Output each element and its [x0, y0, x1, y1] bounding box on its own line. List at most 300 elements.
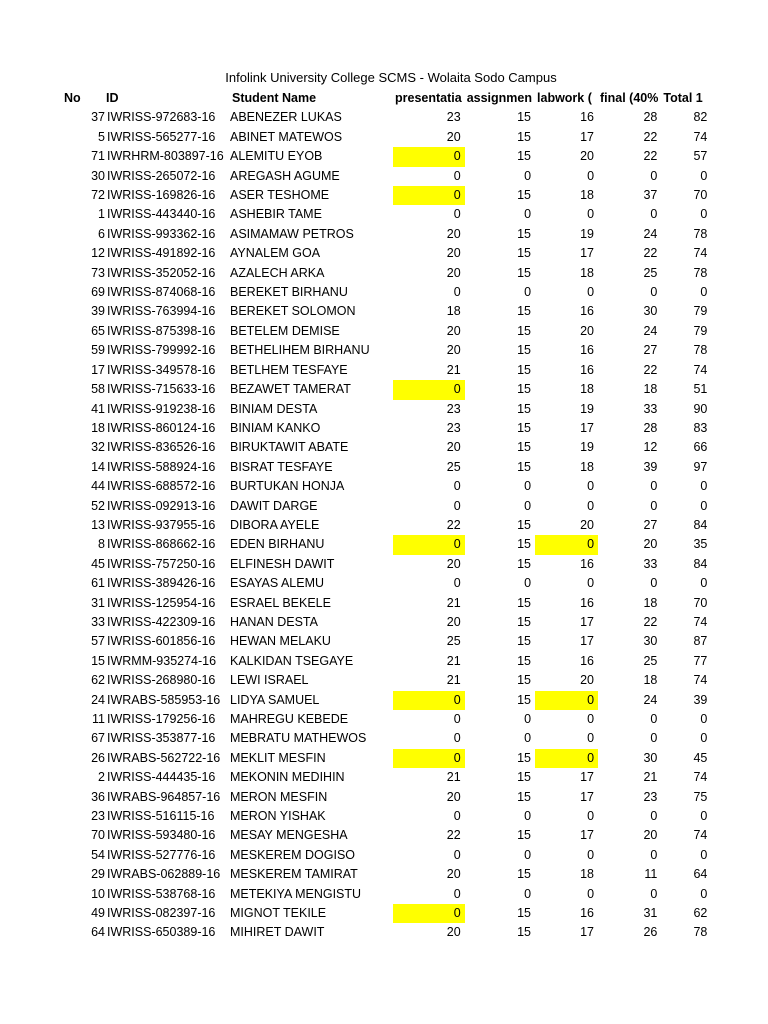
- cell-student-name[interactable]: ALEMITU EYOB: [230, 149, 323, 164]
- cell-assignment[interactable]: 15: [517, 343, 532, 358]
- cell-total[interactable]: 90: [693, 401, 708, 416]
- cell-assignment[interactable]: 15: [517, 653, 532, 668]
- cell-total[interactable]: 0: [700, 809, 708, 824]
- cell-student-id[interactable]: IWRISS-179256-16: [107, 712, 216, 726]
- cell-student-name[interactable]: AZALECH ARKA: [230, 265, 325, 280]
- cell-presentation[interactable]: 21: [446, 653, 461, 668]
- cell-presentation[interactable]: 20: [446, 265, 461, 280]
- cell-total[interactable]: 78: [693, 265, 708, 280]
- cell-assignment[interactable]: 15: [517, 149, 532, 164]
- cell-student-id[interactable]: IWRISS-993362-16: [107, 226, 216, 241]
- cell-no[interactable]: 33: [91, 614, 105, 629]
- cell-no[interactable]: 72: [91, 188, 105, 203]
- cell-labwork[interactable]: 0: [587, 731, 595, 746]
- cell-student-name[interactable]: LIDYA SAMUEL: [230, 692, 320, 707]
- cell-total[interactable]: 74: [693, 614, 708, 629]
- cell-student-id[interactable]: IWRISS-352052-16: [107, 265, 216, 280]
- cell-no[interactable]: 6: [98, 226, 105, 241]
- cell-student-id[interactable]: IWRISS-268980-16: [107, 673, 216, 688]
- cell-labwork[interactable]: 19: [580, 226, 595, 241]
- cell-student-name[interactable]: ABINET MATEWOS: [230, 129, 343, 144]
- cell-presentation[interactable]: 0: [453, 207, 461, 222]
- cell-presentation[interactable]: 0: [393, 691, 465, 710]
- cell-total[interactable]: 0: [700, 886, 708, 901]
- cell-total[interactable]: 57: [693, 149, 708, 164]
- cell-presentation[interactable]: 18: [446, 304, 461, 319]
- cell-labwork[interactable]: 18: [580, 265, 595, 280]
- cell-labwork[interactable]: 0: [587, 479, 595, 494]
- cell-student-id[interactable]: IWRISS-125954-16: [107, 595, 216, 610]
- cell-labwork[interactable]: 17: [580, 770, 595, 785]
- cell-total[interactable]: 0: [700, 847, 708, 862]
- cell-final[interactable]: 25: [643, 653, 658, 668]
- cell-assignment[interactable]: 0: [524, 285, 532, 300]
- cell-labwork[interactable]: 17: [580, 925, 595, 940]
- cell-student-name[interactable]: BINIAM KANKO: [230, 420, 321, 435]
- cell-student-id[interactable]: IWRISS-353877-16: [107, 731, 216, 746]
- cell-assignment[interactable]: 15: [517, 226, 532, 241]
- cell-student-name[interactable]: MESKEREM TAMIRAT: [230, 867, 358, 882]
- cell-no[interactable]: 61: [91, 576, 105, 591]
- cell-presentation[interactable]: 0: [453, 731, 461, 746]
- cell-final[interactable]: 0: [650, 712, 658, 726]
- cell-labwork[interactable]: 16: [580, 556, 595, 571]
- cell-student-id[interactable]: IWRISS-092913-16: [107, 498, 216, 513]
- cell-final[interactable]: 0: [650, 168, 658, 183]
- cell-assignment[interactable]: 15: [517, 750, 532, 765]
- cell-labwork[interactable]: 0: [535, 535, 598, 554]
- cell-no[interactable]: 73: [91, 265, 105, 280]
- cell-assignment[interactable]: 15: [517, 110, 532, 125]
- cell-no[interactable]: 18: [91, 420, 105, 435]
- cell-presentation[interactable]: 0: [453, 479, 461, 494]
- cell-no[interactable]: 65: [91, 323, 105, 338]
- cell-no[interactable]: 1: [98, 207, 105, 222]
- cell-student-id[interactable]: IWRISS-868662-16: [107, 537, 216, 552]
- cell-final[interactable]: 30: [643, 634, 658, 649]
- cell-total[interactable]: 79: [693, 323, 708, 338]
- cell-total[interactable]: 35: [693, 537, 708, 552]
- cell-assignment[interactable]: 15: [517, 556, 532, 571]
- cell-student-id[interactable]: IWRISS-763994-16: [107, 304, 216, 319]
- cell-total[interactable]: 74: [693, 828, 708, 843]
- cell-student-id[interactable]: IWRISS-265072-16: [107, 168, 216, 183]
- cell-final[interactable]: 24: [643, 323, 658, 338]
- cell-final[interactable]: 0: [650, 886, 658, 901]
- cell-total[interactable]: 0: [700, 168, 708, 183]
- cell-student-name[interactable]: MERON YISHAK: [230, 809, 326, 824]
- header-total[interactable]: Total 1: [663, 91, 703, 105]
- cell-total[interactable]: 51: [693, 382, 708, 397]
- cell-assignment[interactable]: 0: [524, 168, 532, 183]
- cell-student-name[interactable]: BEZAWET TAMERAT: [230, 382, 351, 397]
- header-final[interactable]: final (40%: [600, 91, 659, 105]
- cell-presentation[interactable]: 20: [446, 343, 461, 358]
- cell-total[interactable]: 74: [693, 246, 708, 261]
- cell-final[interactable]: 0: [650, 847, 658, 862]
- cell-labwork[interactable]: 18: [580, 382, 595, 397]
- cell-final[interactable]: 0: [650, 285, 658, 300]
- cell-student-name[interactable]: MEKONIN MEDIHIN: [230, 770, 345, 785]
- cell-final[interactable]: 18: [643, 595, 658, 610]
- cell-labwork[interactable]: 0: [535, 691, 598, 710]
- cell-student-id[interactable]: IWRISS-972683-16: [107, 110, 216, 125]
- header-id[interactable]: ID: [106, 91, 119, 105]
- cell-student-id[interactable]: IWRISS-443440-16: [107, 207, 216, 222]
- cell-student-id[interactable]: IWRISS-836526-16: [107, 440, 216, 455]
- cell-presentation[interactable]: 21: [446, 595, 461, 610]
- cell-labwork[interactable]: 20: [580, 517, 595, 532]
- cell-presentation[interactable]: 20: [446, 226, 461, 241]
- cell-total[interactable]: 83: [693, 420, 708, 435]
- cell-presentation[interactable]: 23: [446, 401, 461, 416]
- cell-total[interactable]: 74: [693, 362, 708, 377]
- cell-assignment[interactable]: 0: [524, 576, 532, 591]
- cell-total[interactable]: 79: [693, 304, 708, 319]
- cell-student-id[interactable]: IWRISS-082397-16: [107, 906, 216, 921]
- cell-total[interactable]: 0: [700, 285, 708, 300]
- cell-presentation[interactable]: 25: [446, 459, 461, 474]
- cell-no[interactable]: 31: [91, 595, 105, 610]
- cell-total[interactable]: 45: [693, 750, 708, 765]
- cell-total[interactable]: 66: [693, 440, 708, 455]
- cell-total[interactable]: 74: [693, 770, 708, 785]
- cell-student-name[interactable]: BETELEM DEMISE: [230, 323, 340, 338]
- cell-student-id[interactable]: IWRISS-588924-16: [107, 459, 216, 474]
- cell-total[interactable]: 64: [693, 867, 708, 882]
- cell-no[interactable]: 39: [91, 304, 105, 319]
- header-no[interactable]: No: [64, 91, 81, 105]
- cell-no[interactable]: 14: [91, 459, 105, 474]
- cell-final[interactable]: 20: [643, 537, 658, 552]
- cell-assignment[interactable]: 0: [524, 479, 532, 494]
- cell-presentation[interactable]: 0: [453, 847, 461, 862]
- cell-student-name[interactable]: HANAN DESTA: [230, 614, 318, 629]
- cell-total[interactable]: 75: [693, 789, 708, 804]
- cell-labwork[interactable]: 17: [580, 828, 595, 843]
- cell-presentation[interactable]: 22: [446, 517, 461, 532]
- cell-no[interactable]: 70: [91, 828, 105, 843]
- cell-presentation[interactable]: 23: [446, 420, 461, 435]
- cell-no[interactable]: 17: [91, 362, 105, 377]
- cell-student-name[interactable]: MESAY MENGESHA: [230, 828, 348, 843]
- cell-final[interactable]: 28: [643, 110, 658, 125]
- cell-final[interactable]: 24: [643, 692, 658, 707]
- cell-assignment[interactable]: 0: [524, 886, 532, 901]
- header-student-name[interactable]: Student Name: [232, 91, 317, 105]
- cell-presentation[interactable]: 0: [453, 809, 461, 824]
- cell-final[interactable]: 30: [643, 304, 658, 319]
- cell-no[interactable]: 52: [91, 498, 105, 513]
- cell-no[interactable]: 71: [91, 149, 105, 164]
- cell-total[interactable]: 0: [700, 576, 708, 591]
- cell-assignment[interactable]: 0: [524, 731, 532, 746]
- cell-student-id[interactable]: IWRISS-169826-16: [107, 188, 216, 203]
- cell-final[interactable]: 22: [643, 362, 658, 377]
- cell-student-id[interactable]: IWRISS-389426-16: [107, 576, 216, 591]
- cell-presentation[interactable]: 20: [446, 614, 461, 629]
- cell-final[interactable]: 18: [643, 673, 658, 688]
- cell-final[interactable]: 37: [643, 188, 658, 203]
- cell-assignment[interactable]: 15: [517, 517, 532, 532]
- cell-labwork[interactable]: 18: [580, 459, 595, 474]
- cell-student-id[interactable]: IWRISS-565277-16: [107, 129, 216, 144]
- cell-labwork[interactable]: 16: [580, 653, 595, 668]
- cell-student-name[interactable]: ASIMAMAW PETROS: [230, 226, 354, 241]
- cell-no[interactable]: 10: [91, 886, 105, 901]
- cell-labwork[interactable]: 17: [580, 420, 595, 435]
- cell-total[interactable]: 39: [693, 692, 708, 707]
- cell-total[interactable]: 78: [693, 343, 708, 358]
- cell-student-id[interactable]: IWRISS-538768-16: [107, 886, 216, 901]
- cell-labwork[interactable]: 17: [580, 634, 595, 649]
- cell-total[interactable]: 0: [700, 712, 708, 726]
- cell-presentation[interactable]: 20: [446, 867, 461, 882]
- cell-assignment[interactable]: 0: [524, 207, 532, 222]
- cell-presentation[interactable]: 0: [393, 535, 465, 554]
- cell-no[interactable]: 57: [91, 634, 105, 649]
- cell-student-name[interactable]: AYNALEM GOA: [230, 246, 321, 261]
- cell-student-id[interactable]: IWRISS-491892-16: [107, 246, 216, 261]
- cell-total[interactable]: 84: [693, 556, 708, 571]
- cell-student-id[interactable]: IWRISS-715633-16: [107, 382, 216, 397]
- cell-final[interactable]: 39: [643, 459, 658, 474]
- cell-labwork[interactable]: 0: [587, 498, 595, 513]
- cell-assignment[interactable]: 15: [517, 246, 532, 261]
- cell-presentation[interactable]: 0: [393, 186, 465, 205]
- cell-final[interactable]: 11: [644, 867, 658, 882]
- cell-total[interactable]: 0: [700, 731, 708, 746]
- cell-final[interactable]: 0: [650, 479, 658, 494]
- cell-assignment[interactable]: 15: [517, 867, 532, 882]
- header-presentation[interactable]: presentatia: [395, 91, 462, 105]
- cell-assignment[interactable]: 15: [517, 925, 532, 940]
- cell-labwork[interactable]: 16: [580, 362, 595, 377]
- cell-assignment[interactable]: 15: [517, 634, 532, 649]
- cell-no[interactable]: 8: [98, 537, 105, 552]
- cell-student-id[interactable]: IWRISS-516115-16: [107, 809, 215, 824]
- cell-total[interactable]: 77: [693, 653, 708, 668]
- cell-student-name[interactable]: MEBRATU MATHEWOS: [230, 731, 367, 746]
- cell-assignment[interactable]: 15: [517, 789, 532, 804]
- cell-student-name[interactable]: BEREKET BIRHANU: [230, 285, 348, 300]
- cell-final[interactable]: 0: [650, 809, 658, 824]
- cell-student-name[interactable]: BIRUKTAWIT ABATE: [230, 440, 349, 455]
- cell-final[interactable]: 0: [650, 498, 658, 513]
- cell-student-name[interactable]: AREGASH AGUME: [230, 168, 340, 183]
- cell-presentation[interactable]: 0: [393, 904, 465, 923]
- cell-total[interactable]: 0: [700, 498, 708, 513]
- cell-total[interactable]: 87: [693, 634, 708, 649]
- cell-student-id[interactable]: IWRISS-860124-16: [107, 420, 216, 435]
- cell-final[interactable]: 22: [643, 149, 658, 164]
- cell-no[interactable]: 26: [91, 750, 105, 765]
- cell-labwork[interactable]: 19: [580, 401, 595, 416]
- cell-assignment[interactable]: 15: [517, 673, 532, 688]
- cell-student-id[interactable]: IWRISS-444435-16: [107, 770, 216, 785]
- cell-no[interactable]: 11: [92, 712, 105, 726]
- cell-presentation[interactable]: 0: [393, 749, 465, 768]
- cell-assignment[interactable]: 15: [517, 828, 532, 843]
- cell-student-id[interactable]: IWRABS-585953-16: [107, 692, 221, 707]
- cell-final[interactable]: 27: [643, 517, 658, 532]
- cell-labwork[interactable]: 0: [587, 847, 595, 862]
- cell-student-name[interactable]: ABENEZER LUKAS: [230, 110, 342, 125]
- cell-no[interactable]: 69: [91, 285, 105, 300]
- cell-labwork[interactable]: 16: [580, 595, 595, 610]
- cell-final[interactable]: 25: [643, 265, 658, 280]
- cell-final[interactable]: 0: [650, 576, 658, 591]
- cell-student-name[interactable]: ELFINESH DAWIT: [230, 556, 335, 571]
- cell-no[interactable]: 24: [91, 692, 105, 707]
- cell-student-id[interactable]: IWRISS-422309-16: [107, 614, 216, 629]
- cell-total[interactable]: 84: [693, 517, 708, 532]
- cell-total[interactable]: 74: [693, 129, 708, 144]
- cell-student-name[interactable]: METEKIYA MENGISTU: [230, 886, 362, 901]
- cell-total[interactable]: 74: [693, 673, 708, 688]
- cell-no[interactable]: 54: [91, 847, 105, 862]
- cell-no[interactable]: 67: [91, 731, 105, 746]
- cell-presentation[interactable]: 22: [446, 828, 461, 843]
- cell-student-id[interactable]: IWRISS-757250-16: [107, 556, 216, 571]
- cell-labwork[interactable]: 20: [580, 673, 595, 688]
- cell-presentation[interactable]: 21: [446, 362, 461, 377]
- cell-assignment[interactable]: 15: [517, 692, 532, 707]
- cell-student-name[interactable]: MAHREGU KEBEDE: [230, 712, 349, 726]
- cell-no[interactable]: 12: [91, 246, 105, 261]
- cell-student-id[interactable]: IWRISS-527776-16: [107, 847, 216, 862]
- cell-final[interactable]: 23: [643, 789, 658, 804]
- cell-student-name[interactable]: BINIAM DESTA: [230, 401, 318, 416]
- cell-no[interactable]: 15: [91, 653, 105, 668]
- cell-total[interactable]: 78: [693, 925, 708, 940]
- cell-labwork[interactable]: 0: [535, 749, 598, 768]
- cell-total[interactable]: 97: [693, 459, 708, 474]
- cell-assignment[interactable]: 15: [517, 420, 532, 435]
- cell-student-id[interactable]: IWRISS-601856-16: [107, 634, 216, 649]
- cell-final[interactable]: 27: [643, 343, 658, 358]
- cell-student-id[interactable]: IWRISS-874068-16: [107, 285, 216, 300]
- cell-presentation[interactable]: 21: [446, 770, 461, 785]
- cell-presentation[interactable]: 20: [446, 246, 461, 261]
- cell-student-id[interactable]: IWRISS-875398-16: [107, 323, 216, 338]
- cell-assignment[interactable]: 15: [517, 440, 532, 455]
- header-labwork[interactable]: labwork (: [537, 91, 592, 105]
- cell-presentation[interactable]: 0: [393, 380, 465, 399]
- cell-assignment[interactable]: 15: [517, 382, 532, 397]
- cell-student-id[interactable]: IWRISS-688572-16: [107, 479, 216, 494]
- cell-student-id[interactable]: IWRISS-593480-16: [107, 828, 216, 843]
- cell-student-id[interactable]: IWRISS-799992-16: [107, 343, 216, 358]
- cell-final[interactable]: 22: [643, 614, 658, 629]
- cell-student-name[interactable]: EDEN BIRHANU: [230, 537, 325, 552]
- cell-assignment[interactable]: 15: [517, 614, 532, 629]
- cell-final[interactable]: 31: [643, 906, 658, 921]
- cell-student-name[interactable]: BISRAT TESFAYE: [230, 459, 333, 474]
- cell-student-id[interactable]: IWRABS-964857-16: [107, 789, 221, 804]
- cell-student-name[interactable]: LEWI ISRAEL: [230, 673, 309, 688]
- cell-assignment[interactable]: 15: [517, 323, 532, 338]
- cell-no[interactable]: 29: [91, 867, 105, 882]
- cell-final[interactable]: 0: [650, 731, 658, 746]
- cell-labwork[interactable]: 17: [580, 614, 595, 629]
- cell-student-name[interactable]: ASHEBIR TAME: [230, 207, 322, 222]
- cell-student-name[interactable]: KALKIDAN TSEGAYE: [230, 653, 354, 668]
- cell-labwork[interactable]: 16: [580, 304, 595, 319]
- cell-total[interactable]: 0: [700, 207, 708, 222]
- cell-student-name[interactable]: BURTUKAN HONJA: [230, 479, 345, 494]
- cell-labwork[interactable]: 20: [580, 149, 595, 164]
- cell-final[interactable]: 22: [643, 129, 658, 144]
- cell-assignment[interactable]: 15: [517, 401, 532, 416]
- cell-presentation[interactable]: 21: [446, 673, 461, 688]
- cell-presentation[interactable]: 0: [393, 147, 465, 166]
- cell-assignment[interactable]: 15: [517, 537, 532, 552]
- cell-student-name[interactable]: ESRAEL BEKELE: [230, 595, 331, 610]
- cell-student-name[interactable]: HEWAN MELAKU: [230, 634, 331, 649]
- cell-presentation[interactable]: 0: [453, 886, 461, 901]
- cell-final[interactable]: 20: [643, 828, 658, 843]
- cell-labwork[interactable]: 0: [587, 207, 595, 222]
- cell-labwork[interactable]: 0: [587, 168, 595, 183]
- cell-no[interactable]: 5: [98, 129, 105, 144]
- cell-labwork[interactable]: 0: [587, 809, 595, 824]
- cell-final[interactable]: 0: [650, 207, 658, 222]
- cell-assignment[interactable]: 15: [517, 265, 532, 280]
- cell-final[interactable]: 26: [643, 925, 658, 940]
- cell-final[interactable]: 33: [643, 401, 658, 416]
- cell-student-id[interactable]: IWRISS-349578-16: [107, 362, 216, 377]
- cell-student-name[interactable]: MIGNOT TEKILE: [230, 906, 327, 921]
- cell-no[interactable]: 37: [91, 110, 105, 125]
- cell-final[interactable]: 22: [643, 246, 658, 261]
- cell-labwork[interactable]: 0: [587, 712, 595, 726]
- cell-presentation[interactable]: 0: [453, 498, 461, 513]
- cell-no[interactable]: 41: [91, 401, 105, 416]
- cell-labwork[interactable]: 0: [587, 886, 595, 901]
- cell-no[interactable]: 36: [91, 789, 105, 804]
- cell-presentation[interactable]: 0: [453, 285, 461, 300]
- cell-presentation[interactable]: 20: [446, 440, 461, 455]
- cell-presentation[interactable]: 0: [453, 712, 461, 726]
- cell-student-id[interactable]: IWRABS-562722-16: [107, 750, 221, 765]
- cell-no[interactable]: 58: [91, 382, 105, 397]
- cell-total[interactable]: 82: [693, 110, 708, 125]
- cell-assignment[interactable]: 15: [517, 304, 532, 319]
- cell-no[interactable]: 23: [91, 809, 105, 824]
- cell-presentation[interactable]: 20: [446, 789, 461, 804]
- cell-student-id[interactable]: IWRHRM-803897-16: [107, 149, 224, 164]
- cell-student-id[interactable]: IWRISS-919238-16: [107, 401, 216, 416]
- cell-student-name[interactable]: ESAYAS ALEMU: [230, 576, 325, 591]
- cell-student-id[interactable]: IWRISS-937955-16: [107, 517, 216, 532]
- cell-no[interactable]: 44: [91, 479, 105, 494]
- cell-final[interactable]: 24: [643, 226, 658, 241]
- cell-student-name[interactable]: MESKEREM DOGISO: [230, 847, 356, 862]
- cell-no[interactable]: 2: [98, 770, 105, 785]
- cell-labwork[interactable]: 18: [580, 188, 595, 203]
- cell-student-name[interactable]: MERON MESFIN: [230, 789, 328, 804]
- cell-student-name[interactable]: BETLHEM TESFAYE: [230, 362, 348, 377]
- cell-no[interactable]: 59: [91, 343, 105, 358]
- cell-total[interactable]: 70: [693, 595, 708, 610]
- cell-final[interactable]: 28: [643, 420, 658, 435]
- cell-presentation[interactable]: 25: [446, 634, 461, 649]
- cell-labwork[interactable]: 16: [580, 906, 595, 921]
- cell-labwork[interactable]: 20: [580, 323, 595, 338]
- cell-labwork[interactable]: 18: [580, 867, 595, 882]
- cell-presentation[interactable]: 20: [446, 925, 461, 940]
